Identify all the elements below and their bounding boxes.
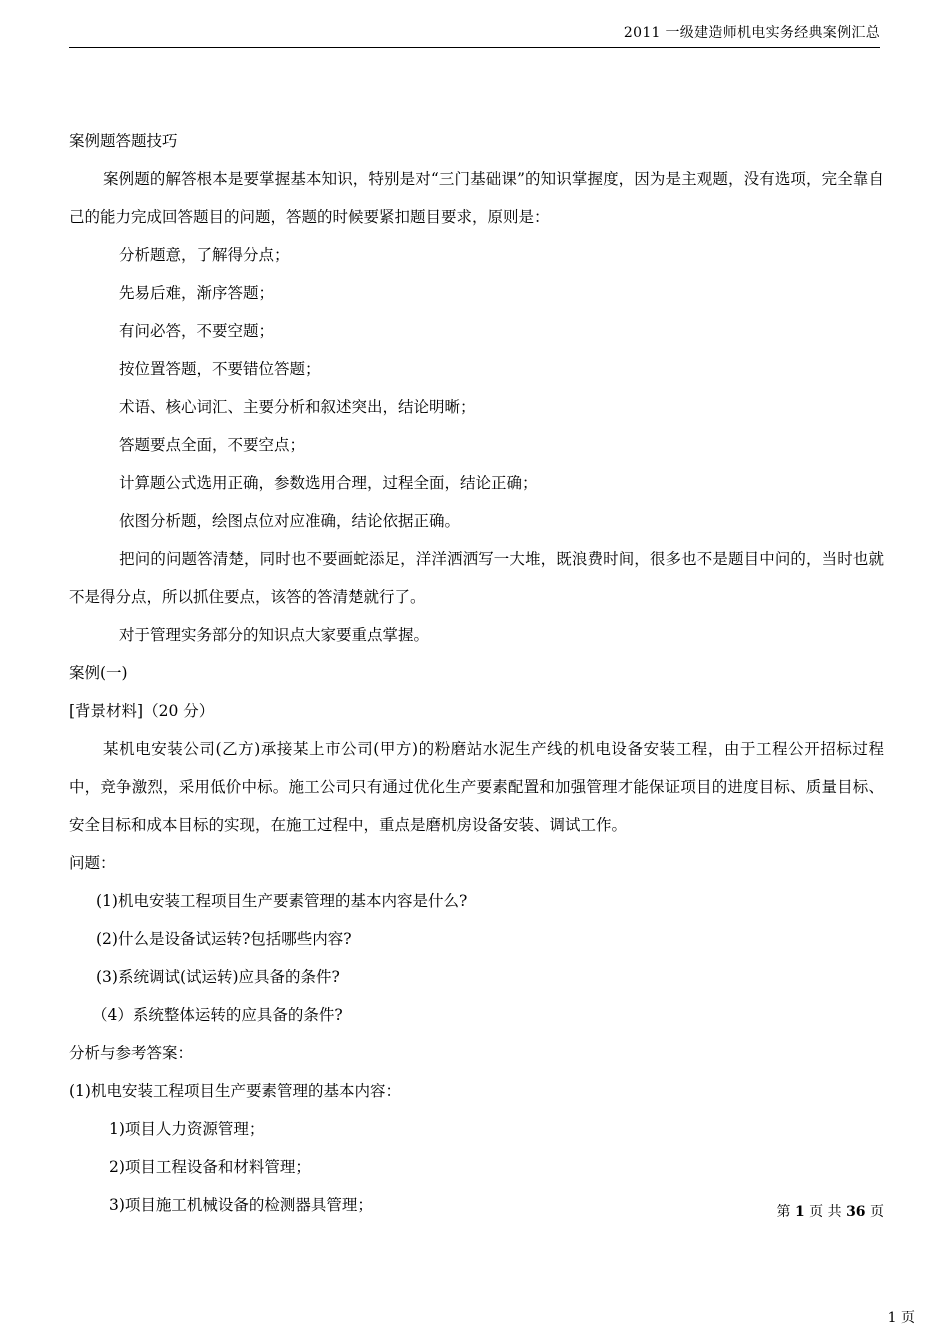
principle-item: 分析题意，了解得分点； — [119, 246, 290, 264]
question-item: (2)什么是设备试运转?包括哪些内容? — [96, 930, 352, 948]
question-item: （4）系统整体运转的应具备的条件? — [92, 1006, 343, 1024]
running-header-title: 2011 一级建造师机电实务经典案例汇总 — [623, 25, 880, 41]
footer-page-number: 1 — [794, 1204, 805, 1220]
answer-item: 3)项目施工机械设备的检测器具管理； — [109, 1196, 373, 1214]
answer-1-title: (1)机电安装工程项目生产要素管理的基本内容： — [69, 1082, 401, 1100]
answer-item: 1)项目人力资源管理； — [109, 1120, 265, 1138]
header-divider — [69, 47, 880, 48]
intro-paragraph: 案例题的解答根本是要掌握基本知识，特别是对“三门基础课”的知识掌握度，因为是主观题，没有选项，完全靠自己的能力完成回答题目的问题，答题的时候要紧扣题目要求，原则是： — [69, 170, 884, 226]
page-number-footer — [777, 1201, 885, 1221]
question-item: (3)系统调试(试运转)应具备的条件? — [96, 968, 340, 986]
footer-prefix: 第 — [776, 1204, 791, 1220]
answer-item: 2)项目工程设备和材料管理； — [109, 1158, 311, 1176]
document-body — [69, 122, 884, 1224]
footer-suffix: 页 — [870, 1204, 884, 1220]
principle-item: 术语、核心词汇、主要分析和叙述突出，结论明晰； — [119, 398, 476, 416]
section-title: 案例题答题技巧 — [69, 132, 178, 150]
principle-item: 答题要点全面，不要空点； — [119, 436, 306, 454]
principle-item: 依图分析题，绘图点位对应准确，结论依据正确。 — [119, 512, 461, 530]
advice-paragraph — [69, 540, 884, 616]
question-item: (1)机电安装工程项目生产要素管理的基本内容是什么? — [96, 892, 468, 910]
answer-label: 分析与参考答案： — [69, 1044, 194, 1062]
advice-text: 把问的问题答清楚，同时也不要画蛇添足，洋洋洒洒写一大堆，既浪费时间，很多也不是题目中问的，当时也就不是得分点，所以抓住要点，该答的答清楚就行了。 — [69, 550, 884, 606]
footer-total-pages: 36 — [846, 1204, 866, 1220]
principle-item: 按位置答题，不要错位答题； — [119, 360, 321, 378]
background-label: [背景材料]（20 分） — [69, 702, 215, 720]
principle-item: 有问必答，不要空题； — [119, 322, 275, 340]
principle-item: 先易后难，渐序答题； — [119, 284, 275, 302]
note-paragraph: 对于管理实务部分的知识点大家要重点掌握。 — [119, 626, 430, 644]
background-paragraph: 某机电安装公司(乙方)承接某上市公司(甲方)的粉磨站水泥生产线的机电设备安装工程，由于工程公开招标过程中，竞争激烈，采用低价中标。施工公司只有通过优化生产要素配置和加强管理才能保证项目的进度目标、质量目标、安全目标和成本目标的实现，在施工过程中，重点是磨机房设备安装、调试工作。 — [69, 740, 884, 834]
corner-page-label: 1 页 — [887, 1310, 915, 1326]
principle-item: 计算题公式选用正确，参数选用合理，过程全面，结论正确； — [119, 474, 538, 492]
case-title: 案例(一) — [69, 664, 128, 682]
questions-label: 问题： — [69, 854, 116, 872]
footer-middle: 页 共 — [809, 1204, 842, 1220]
